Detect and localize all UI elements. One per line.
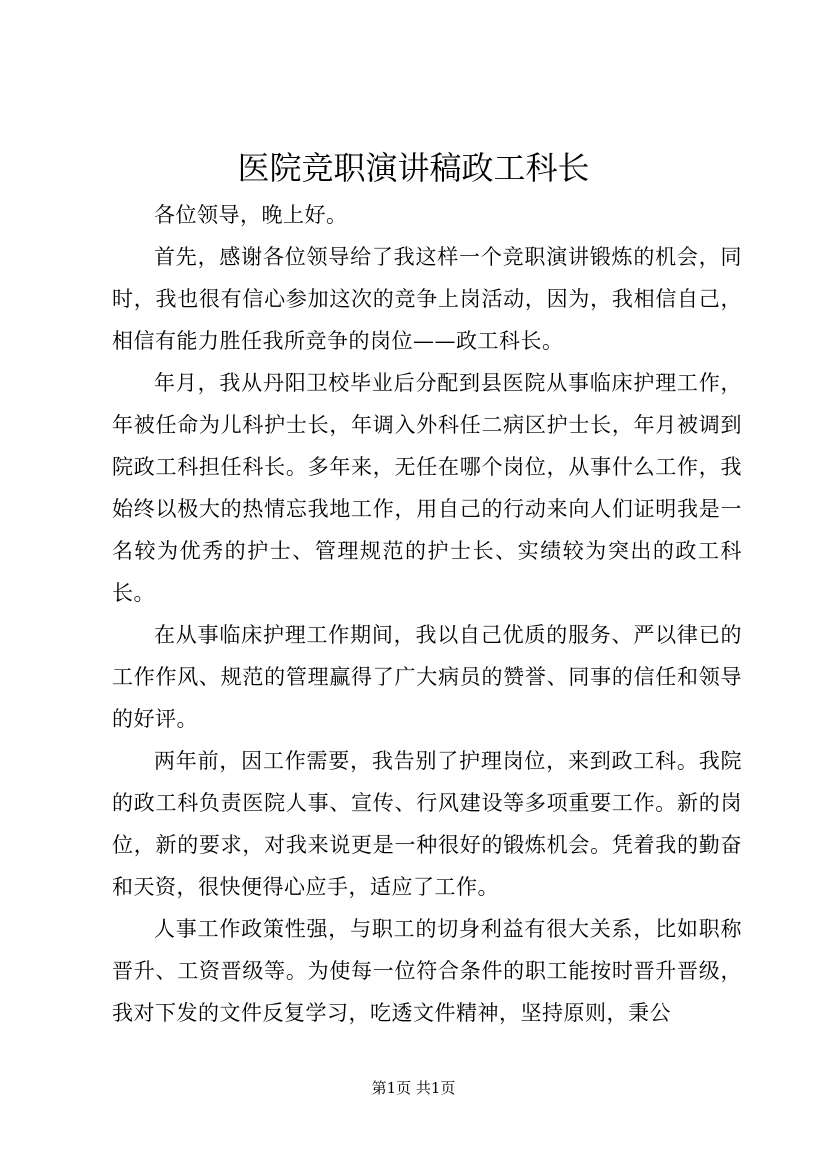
paragraph-personnel: 人事工作政策性强，与职工的切身利益有很大关系，比如职称晋升、工资晋级等。为使每一位符合条件的职工能按时晋升晋级，我对下发的文件反复学习，吃透文件精神，坚持原则，秉公 <box>112 917 742 1025</box>
paragraph-nursing: 在从事临床护理工作期间，我以自己优质的服务、严以律已的工作作风、规范的管理赢得了广大病员的赞誉、同事的信任和领导的好评。 <box>112 623 742 731</box>
document-body <box>112 194 742 1034</box>
paragraph-transfer: 两年前，因工作需要，我告别了护理岗位，来到政工科。我院的政工科负责医院人事、宣传、行风建设等多项重要工作。新的岗位，新的要求，对我来说更是一种很好的锻炼机会。凭着我的勤奋和天资，很快便得心应手，适应了工作。 <box>112 749 742 899</box>
document-title: 医院竞职演讲稿政工科长 <box>237 149 590 187</box>
paragraph-intro: 首先，感谢各位领导给了我这样一个竞职演讲锻炼的机会，同时，我也很有信心参加这次的竞争上岗活动，因为，我相信自己，相信有能力胜任我所竞争的岗位——政工科长。 <box>112 245 742 353</box>
paragraph-career: 年月，我从丹阳卫校毕业后分配到县医院从事临床护理工作，年被任命为儿科护士长，年调入外科任二病区护士长，年月被调到院政工科担任科长。多年来，无任在哪个岗位，从事什么工作，我始终以极大的热情忘我地工作，用自己的行动来向人们证明我是一名较为优秀的护士、管理规范的护士长、实绩较为突出的政工科长。 <box>112 371 742 605</box>
paragraph-greeting: 各位领导，晚上好。 <box>154 203 348 227</box>
page-footer: 第1页 共1页 <box>371 1079 456 1097</box>
